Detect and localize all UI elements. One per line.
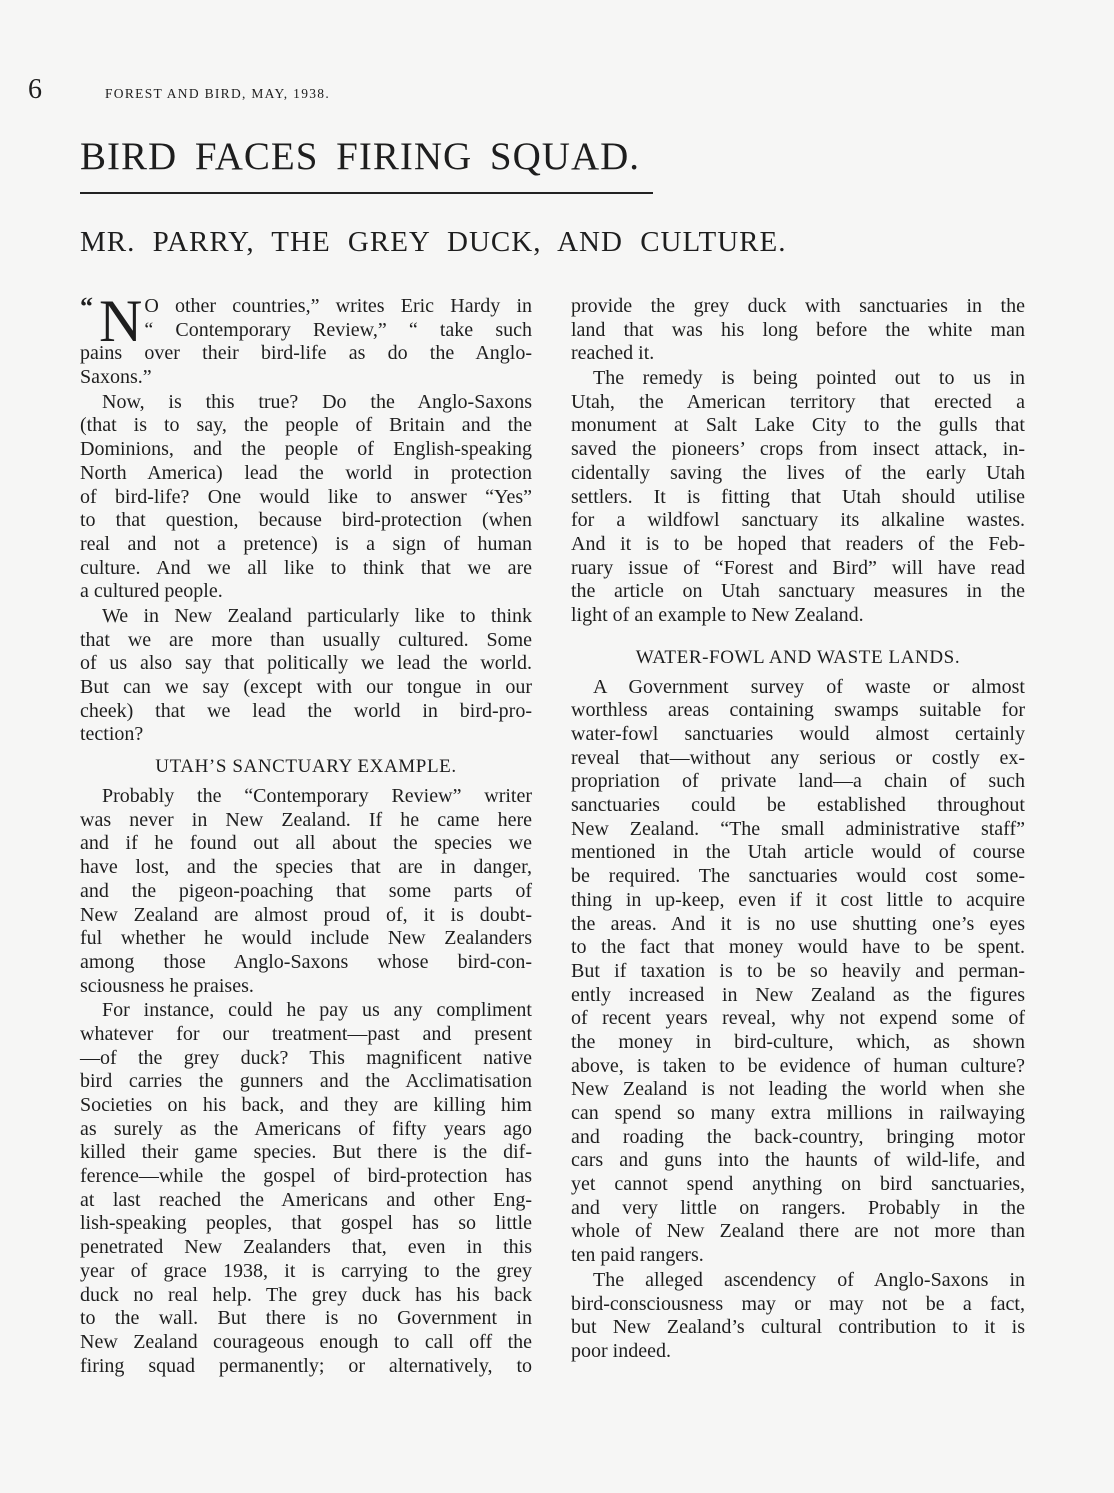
paragraph: [80, 391, 532, 604]
text-line: settlers. It is fitting that Utah should utilise: [571, 485, 1025, 508]
drop-cap: [80, 288, 143, 354]
text-line: ference—while the gospel of bird-protection has: [80, 1165, 532, 1188]
text-line: of us also say that politically we lead the world.: [80, 652, 532, 675]
text-line: water-fowl sanctuaries would almost certainly: [571, 723, 1025, 745]
drop-cap-quote: “: [80, 292, 93, 321]
text-line: New Zealand is not leading the world when she: [571, 1078, 1025, 1101]
text-line: land that was his long before the white man: [571, 318, 1025, 341]
text-line: reached it.: [571, 342, 655, 365]
text-line: of recent years reveal, why not expend some of: [571, 1007, 1025, 1030]
text-line: real and not a pretence) is a sign of human: [80, 532, 532, 555]
running-title: FOREST AND BIRD, MAY, 1938.: [105, 86, 331, 101]
text-line: a cultured people.: [80, 580, 223, 603]
text-line: ruary issue of “Forest and Bird” will have read: [571, 556, 1025, 579]
text-line: of bird-life? One would like to answer “Yes”: [80, 485, 532, 508]
text-line: But if taxation is to be so heavily and perman-: [571, 959, 1025, 982]
paragraph: [80, 605, 532, 747]
section-heading: WATER-FOWL AND WASTE LANDS.: [635, 646, 961, 668]
text-line: saved the pioneers’ crops from insect attack, in-: [571, 438, 1025, 461]
text-line: reveal that—without any serious or costly ex-: [571, 746, 1025, 769]
text-line: to the fact that money would have to be spent.: [571, 936, 1025, 959]
text-line: Societies on his back, and they are killing him: [80, 1094, 532, 1116]
text-line: New Zealand. “The small administrative staff”: [571, 817, 1025, 840]
text-line: duck no real help. The grey duck has his back: [80, 1283, 532, 1306]
text-line: at last reached the Americans and other Eng-: [80, 1188, 532, 1211]
text-line: provide the grey duck with sanctuaries in the: [571, 295, 1025, 317]
text-line: New Zealand courageous enough to call off the: [80, 1330, 532, 1353]
text-line: A Government survey of waste or almost: [593, 675, 1025, 698]
text-line: The remedy is being pointed out to us in: [593, 367, 1025, 390]
text-line: and roading the back-country, bringing motor: [571, 1125, 1025, 1148]
paragraph: [571, 367, 1025, 628]
text-line: and if he found out all about the species we: [80, 832, 532, 855]
paragraph: [80, 785, 532, 998]
text-line: pains over their bird-life as do the Anglo-: [80, 342, 532, 365]
text-line: cars and guns into the haunts of wild-life, and: [571, 1149, 1025, 1172]
right-column: [571, 295, 1025, 1365]
paragraph: [571, 295, 1025, 366]
text-line: but New Zealand’s cultural contribution to it is: [571, 1316, 1025, 1339]
text-line: Dominions, and the people of English-speaking: [80, 438, 532, 461]
text-line: “ Contemporary Review,” “ take such: [144, 318, 532, 341]
text-line: O other countries,” writes Eric Hardy in: [144, 295, 532, 317]
text-line: the article on Utah sanctuary measures in the: [571, 580, 1025, 603]
text-line: above, is taken to be evidence of human culture?: [571, 1054, 1025, 1077]
text-line: that we are more than usually cultured. Some: [80, 628, 532, 651]
text-line: and very little on rangers. Probably in the: [571, 1196, 1025, 1219]
text-line: and the pigeon-poaching that some parts of: [80, 879, 532, 902]
text-line: Now, is this true? Do the Anglo-Saxons: [102, 390, 532, 413]
text-line: be required. The sanctuaries would cost some-: [571, 865, 1025, 888]
text-line: to the wall. But there is no Government in: [80, 1307, 532, 1330]
text-line: ently increased in New Zealand as the figures: [571, 983, 1025, 1006]
paragraph: [80, 999, 532, 1378]
text-line: was never in New Zealand. If he came here: [80, 808, 532, 831]
text-line: We in New Zealand particularly like to think: [102, 604, 532, 627]
text-line: propriation of private land—a chain of such: [571, 770, 1025, 793]
text-line: whatever for our treatment—past and present: [80, 1022, 532, 1045]
article-subtitle: MR. PARRY, THE GREY DUCK, AND CULTURE.: [80, 226, 787, 258]
text-line: the money in bird-culture, which, as shown: [571, 1030, 1025, 1053]
text-line: sanctuaries could be established throughout: [571, 794, 1025, 817]
text-line: the areas. And it is no use shutting one’s eyes: [571, 912, 1025, 935]
text-line: (that is to say, the people of Britain and the: [80, 414, 532, 437]
text-line: And it is to be hoped that readers of the Feb-: [571, 532, 1025, 555]
text-line: monument at Salt Lake City to the gulls that: [571, 414, 1025, 437]
text-line: firing squad permanently; or alternatively, to: [80, 1354, 532, 1377]
text-line: yet cannot spend anything on bird sanctuaries,: [571, 1173, 1025, 1196]
text-line: to that question, because bird-protection (when: [80, 509, 532, 532]
paragraph: [571, 676, 1025, 1268]
text-line: Probably the “Contemporary Review” writer: [102, 785, 532, 808]
text-line: For instance, could he pay us any compliment: [102, 999, 532, 1022]
paragraph: [571, 1269, 1025, 1364]
text-line: have lost, and the species that are in danger,: [80, 856, 532, 879]
paragraph: [80, 288, 532, 390]
text-line: ful whether he would include New Zealanders: [80, 927, 532, 950]
text-line: worthless areas containing swamps suitable for: [571, 699, 1025, 722]
text-line: culture. And we all like to think that we are: [80, 556, 532, 579]
text-line: The alleged ascendency of Anglo-Saxons in: [593, 1268, 1025, 1291]
text-line: North America) lead the world in protection: [80, 461, 532, 484]
text-line: cheek) that we lead the world in bird-pro-: [80, 699, 532, 722]
text-line: But can we say (except with our tongue in our: [80, 676, 532, 698]
text-line: ten paid rangers.: [571, 1244, 704, 1267]
drop-cap-letter: N: [99, 288, 143, 354]
text-line: killed their game species. But there is the dif-: [80, 1141, 532, 1164]
text-line: can spend so many extra millions in railwaying: [571, 1102, 1025, 1124]
title-rule: [80, 192, 653, 194]
text-line: New Zealand are almost proud of, it is doubt-: [80, 903, 532, 926]
text-line: —of the grey duck? This magnificent native: [80, 1046, 532, 1069]
text-line: cidentally saving the lives of the early Utah: [571, 461, 1025, 484]
text-line: light of an example to New Zealand.: [571, 603, 864, 626]
text-line: thing in up-keep, even if it cost little to acquire: [571, 888, 1025, 911]
section-heading: UTAH’S SANCTUARY EXAMPLE.: [155, 756, 457, 778]
page-number: 6: [28, 74, 42, 105]
text-line: Utah, the American territory that erected a: [571, 390, 1025, 413]
text-line: sciousness he praises.: [80, 974, 254, 997]
text-line: tection?: [80, 723, 144, 746]
text-line: for a wildfowl sanctuary its alkaline wastes.: [571, 509, 1025, 532]
text-line: bird carries the gunners and the Acclimatisation: [80, 1070, 532, 1093]
text-line: as surely as the Americans of fifty years ago: [80, 1117, 532, 1140]
left-column: [80, 288, 532, 1379]
text-line: bird-consciousness may or may not be a fact,: [571, 1292, 1025, 1315]
article-title: BIRD FACES FIRING SQUAD.: [80, 135, 641, 178]
text-line: penetrated New Zealanders that, even in this: [80, 1236, 532, 1259]
text-line: year of grace 1938, it is carrying to the grey: [80, 1259, 532, 1282]
text-line: lish-speaking peoples, that gospel has so little: [80, 1212, 532, 1235]
text-line: Saxons.”: [80, 366, 152, 389]
text-line: poor indeed.: [571, 1339, 671, 1362]
text-line: among those Anglo-Saxons whose bird-con-: [80, 950, 532, 973]
text-line: whole of New Zealand there are not more than: [571, 1220, 1025, 1243]
text-line: mentioned in the Utah article would of course: [571, 841, 1025, 864]
